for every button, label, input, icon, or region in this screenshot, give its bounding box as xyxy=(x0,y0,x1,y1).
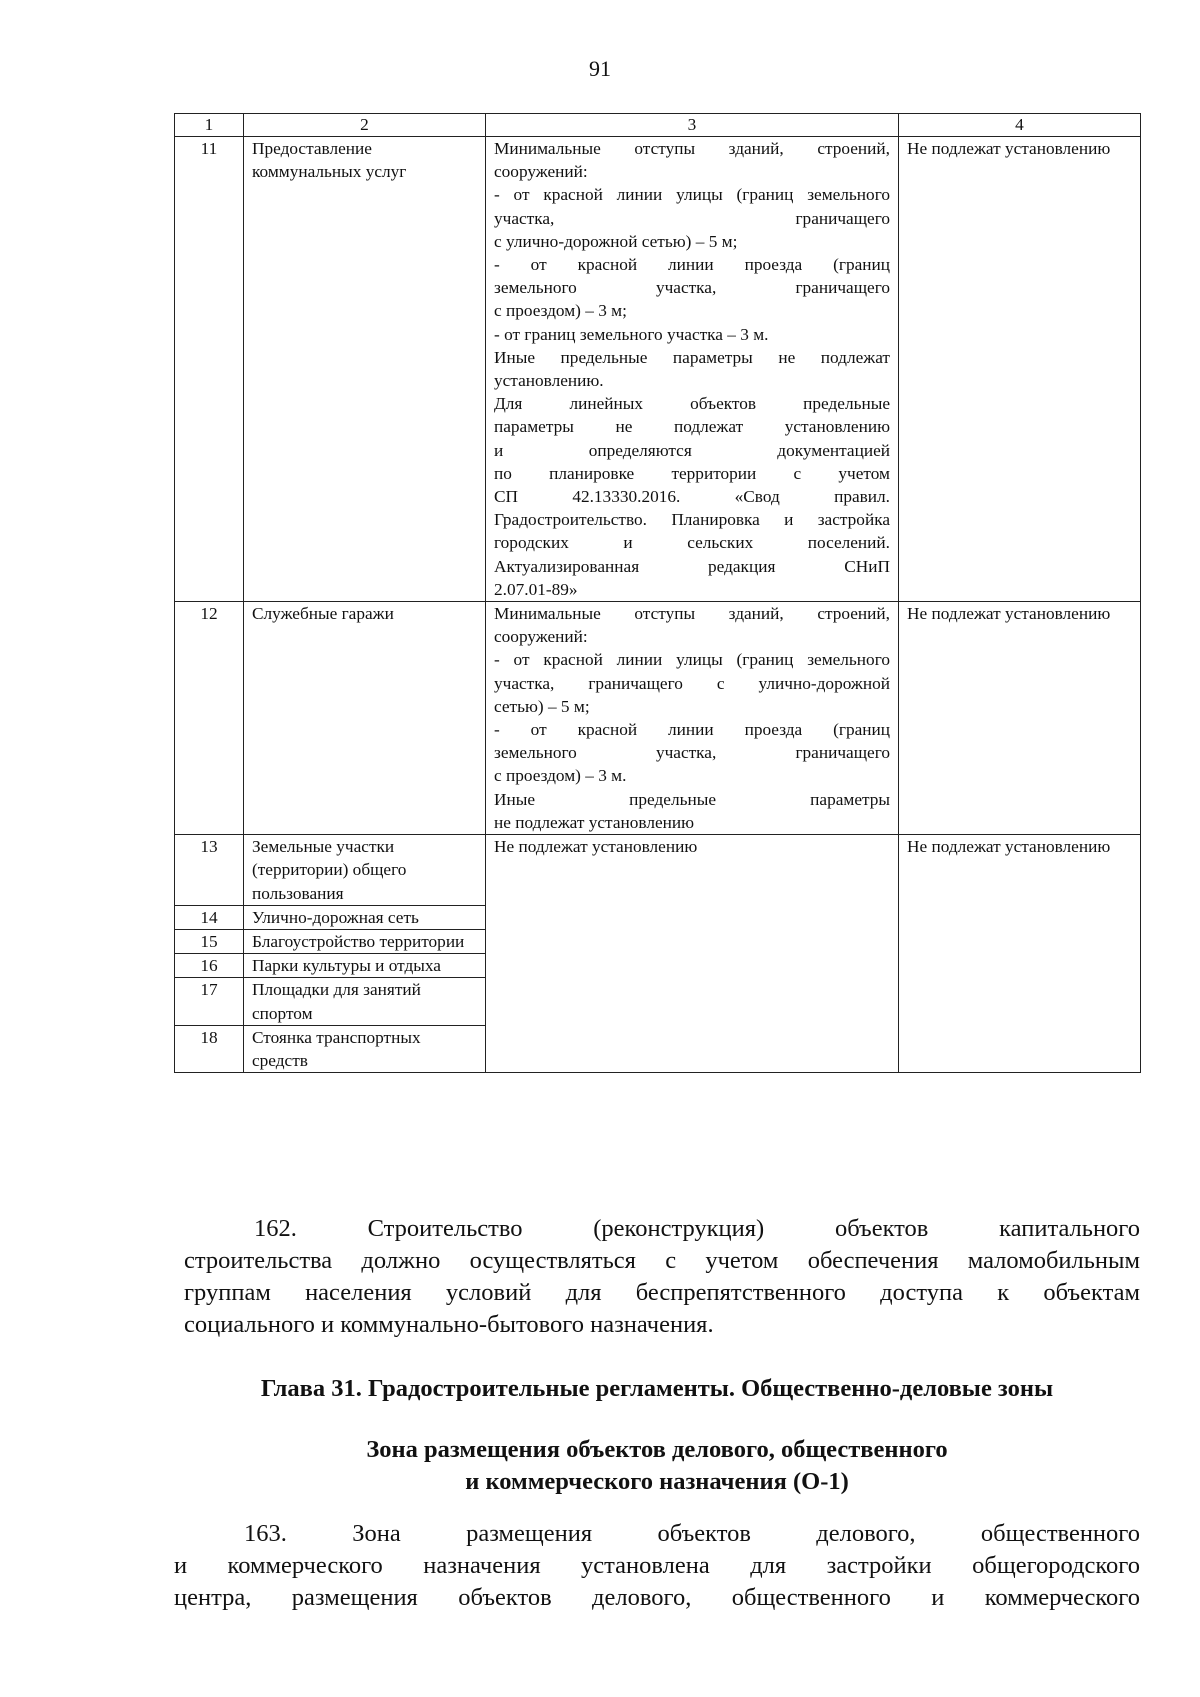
paragraph-line: группам населения условий для беспрепятственного доступа к объектам xyxy=(184,1279,1140,1306)
parameter-line: - от красной линии улицы (границ земельного xyxy=(494,185,890,205)
row-number: 14 xyxy=(175,905,244,929)
table-row xyxy=(175,602,1141,835)
parameter-line: городских и сельских поселений. xyxy=(494,533,890,553)
paragraph-line: строительства должно осуществляться с учетом обеспечения маломобильным xyxy=(184,1247,1140,1274)
land-use-name: Стоянка транспортных средств xyxy=(244,1025,486,1072)
parameter-line: СП 42.13330.2016. «Свод правил. xyxy=(494,487,890,507)
table-row xyxy=(175,835,1141,906)
parameter-line: земельного участка, граничащего xyxy=(494,743,890,763)
row-number: 15 xyxy=(175,929,244,953)
row-number: 13 xyxy=(175,835,244,906)
parameter-line: 2.07.01-89» xyxy=(494,579,578,599)
parameter-line: сооружений: xyxy=(494,627,588,647)
parameter-line: Актуализированная редакция СНиП xyxy=(494,556,890,576)
note-cell: Не подлежат установлению xyxy=(899,602,1141,835)
parameter-line: не подлежат установлению xyxy=(494,812,695,832)
limit-parameters: Не подлежат установлению xyxy=(486,835,899,1073)
paragraph-162 xyxy=(184,1213,1140,1341)
note-cell: Не подлежат установлению xyxy=(899,835,1141,1073)
parameter-line: сооружений: xyxy=(494,162,588,182)
parameter-line: Иные предельные параметры не подлежат xyxy=(494,347,890,367)
parameter-line: и определяются документацией xyxy=(494,440,890,460)
table-header-row xyxy=(175,114,1141,137)
note-cell: Не подлежат установлению xyxy=(899,137,1141,602)
parameter-line: - от красной линии проезда (границ xyxy=(494,255,890,275)
row-number: 16 xyxy=(175,954,244,978)
limit-parameters xyxy=(486,137,899,602)
parameter-line: земельного участка, граничащего xyxy=(494,278,890,298)
paragraph-line: 162. Строительство (реконструкция) объектов капитального xyxy=(254,1215,1140,1242)
page-number: 91 xyxy=(589,56,611,81)
row-number: 17 xyxy=(175,978,244,1025)
paragraph-163 xyxy=(174,1518,1140,1614)
land-use-name: Улично-дорожная сеть xyxy=(244,905,486,929)
parameter-line: с проездом) – 3 м; xyxy=(494,301,627,321)
row-number: 11 xyxy=(175,137,244,602)
parameter-line: участка, граничащего с улично-дорожной xyxy=(494,673,890,693)
parameter-line: с проездом) – 3 м. xyxy=(494,766,627,786)
zone-heading-line-1: Зона размещения объектов делового, общественного xyxy=(366,1436,948,1463)
land-use-name: Предоставление коммунальных услуг xyxy=(244,137,486,602)
parameter-line: Минимальные отступы зданий, строений, xyxy=(494,139,890,158)
paragraph-line: и коммерческого назначения установлена для застройки общегородского xyxy=(174,1552,1140,1579)
land-use-name: Парки культуры и отдыха xyxy=(244,954,486,978)
table-row xyxy=(175,137,1141,602)
parameter-line: установлению. xyxy=(494,371,604,391)
parameter-line: с улично-дорожной сетью) – 5 м; xyxy=(494,231,738,251)
parameter-line: Градостроительство. Планировка и застройка xyxy=(494,510,890,530)
limit-parameters xyxy=(486,602,899,835)
parameter-line: параметры не подлежат установлению xyxy=(494,417,890,437)
header-col-1: 1 xyxy=(175,114,244,137)
land-use-name: Площадки для занятий спортом xyxy=(244,978,486,1025)
land-use-name: Земельные участки (территории) общего пользования xyxy=(244,835,486,906)
regulations-table xyxy=(174,113,1141,1073)
zone-heading xyxy=(174,1434,1140,1498)
parameter-line: - от красной линии улицы (границ земельного xyxy=(494,650,890,670)
chapter-heading: Глава 31. Градостроительные регламенты. Общественно-деловые зоны xyxy=(260,1375,1054,1402)
paragraph-line: центра, размещения объектов делового, общественного и коммерческого xyxy=(174,1584,1140,1611)
land-use-name: Служебные гаражи xyxy=(244,602,486,835)
parameter-line: Для линейных объектов предельные xyxy=(494,394,890,414)
row-number: 12 xyxy=(175,602,244,835)
parameter-line: сетью) – 5 м; xyxy=(494,696,590,716)
land-use-name: Благоустройство территории xyxy=(244,929,486,953)
row-number: 18 xyxy=(175,1025,244,1072)
paragraph-line: социального и коммунально-бытового назначения. xyxy=(184,1311,714,1338)
parameter-line: Минимальные отступы зданий, строений, xyxy=(494,604,890,624)
parameter-line: Иные предельные параметры xyxy=(494,789,890,809)
zone-heading-line-2: и коммерческого назначения (О-1) xyxy=(465,1468,849,1495)
header-col-2: 2 xyxy=(244,114,486,137)
header-col-3: 3 xyxy=(486,114,899,137)
parameter-line: по планировке территории с учетом xyxy=(494,463,890,483)
header-col-4: 4 xyxy=(899,114,1141,137)
parameter-line: - от границ земельного участка – 3 м. xyxy=(494,324,769,344)
parameter-line: - от красной линии проезда (границ xyxy=(494,720,890,740)
paragraph-line: 163. Зона размещения объектов делового, общественного xyxy=(244,1520,1140,1547)
parameter-line: участка, граничащего xyxy=(494,208,890,228)
